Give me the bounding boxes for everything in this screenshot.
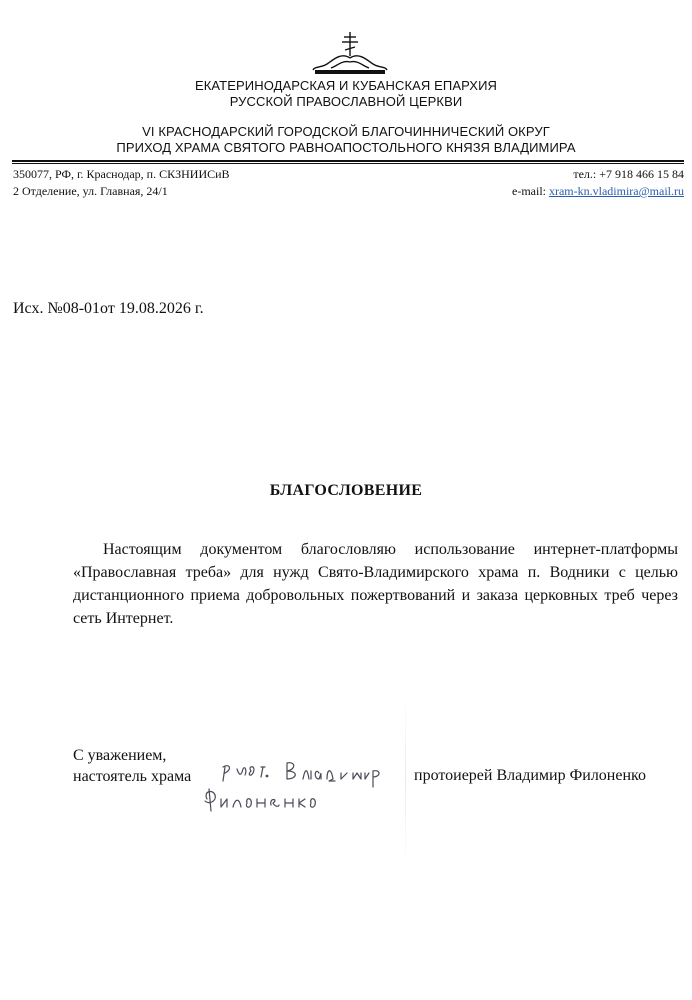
parish-name-line: ПРИХОД ХРАМА СВЯТОГО РАВНОАПОСТОЛЬНОГО КНЯЗЯ ВЛАДИМИРА xyxy=(116,140,576,155)
deanery-district-line: VI КРАСНОДАРСКИЙ ГОРОДСКОЙ БЛАГОЧИННИЧЕСКИЙ ОКРУГ xyxy=(142,124,550,139)
closing-regards: С уважением, xyxy=(73,747,167,764)
signatory-name: протоиерей Владимир Филоненко xyxy=(414,767,646,784)
eparchy-name-line2: РУССКОЙ ПРАВОСЛАВНОЙ ЦЕРКВИ xyxy=(229,94,463,109)
letterhead-divider xyxy=(12,160,684,162)
church-cross-ornament-icon xyxy=(311,30,389,76)
document-body xyxy=(73,538,678,630)
paper-fold-shadow xyxy=(405,690,406,870)
address-line2: 2 Отделение, ул. Главная, 24/1 xyxy=(13,184,168,198)
address-line1: 350077, РФ, г. Краснодар, п. СКЗНИИСиВ xyxy=(13,167,230,181)
letterhead-divider-thin xyxy=(12,163,684,164)
phone-number: тел.: +7 918 466 15 84 xyxy=(573,167,684,181)
handwritten-signature xyxy=(195,745,400,820)
outgoing-reference: Исх. №08-01от 19.08.2026 г. xyxy=(13,300,204,317)
email-label: e-mail: xyxy=(512,184,546,198)
email-row xyxy=(512,184,684,199)
closing-position: настоятель храма xyxy=(73,768,192,785)
closing-block xyxy=(73,745,191,787)
body-paragraph: Настоящим документом благословляю использование интернет-платформы «Православная треба» для нужд Свято-Владимирского храма п. Водники с целью дистанционного приема добровольных пожертвований и заказа церковных треб через сеть Интернет. xyxy=(73,541,678,627)
eparchy-name-line1: ЕКАТЕРИНОДАРСКАЯ И КУБАНСКАЯ ЕПАРХИЯ xyxy=(194,78,498,93)
document-title: БЛАГОСЛОВЕНИЕ xyxy=(269,482,423,499)
email-link[interactable]: xram-kn.vladimira@mail.ru xyxy=(548,184,684,198)
